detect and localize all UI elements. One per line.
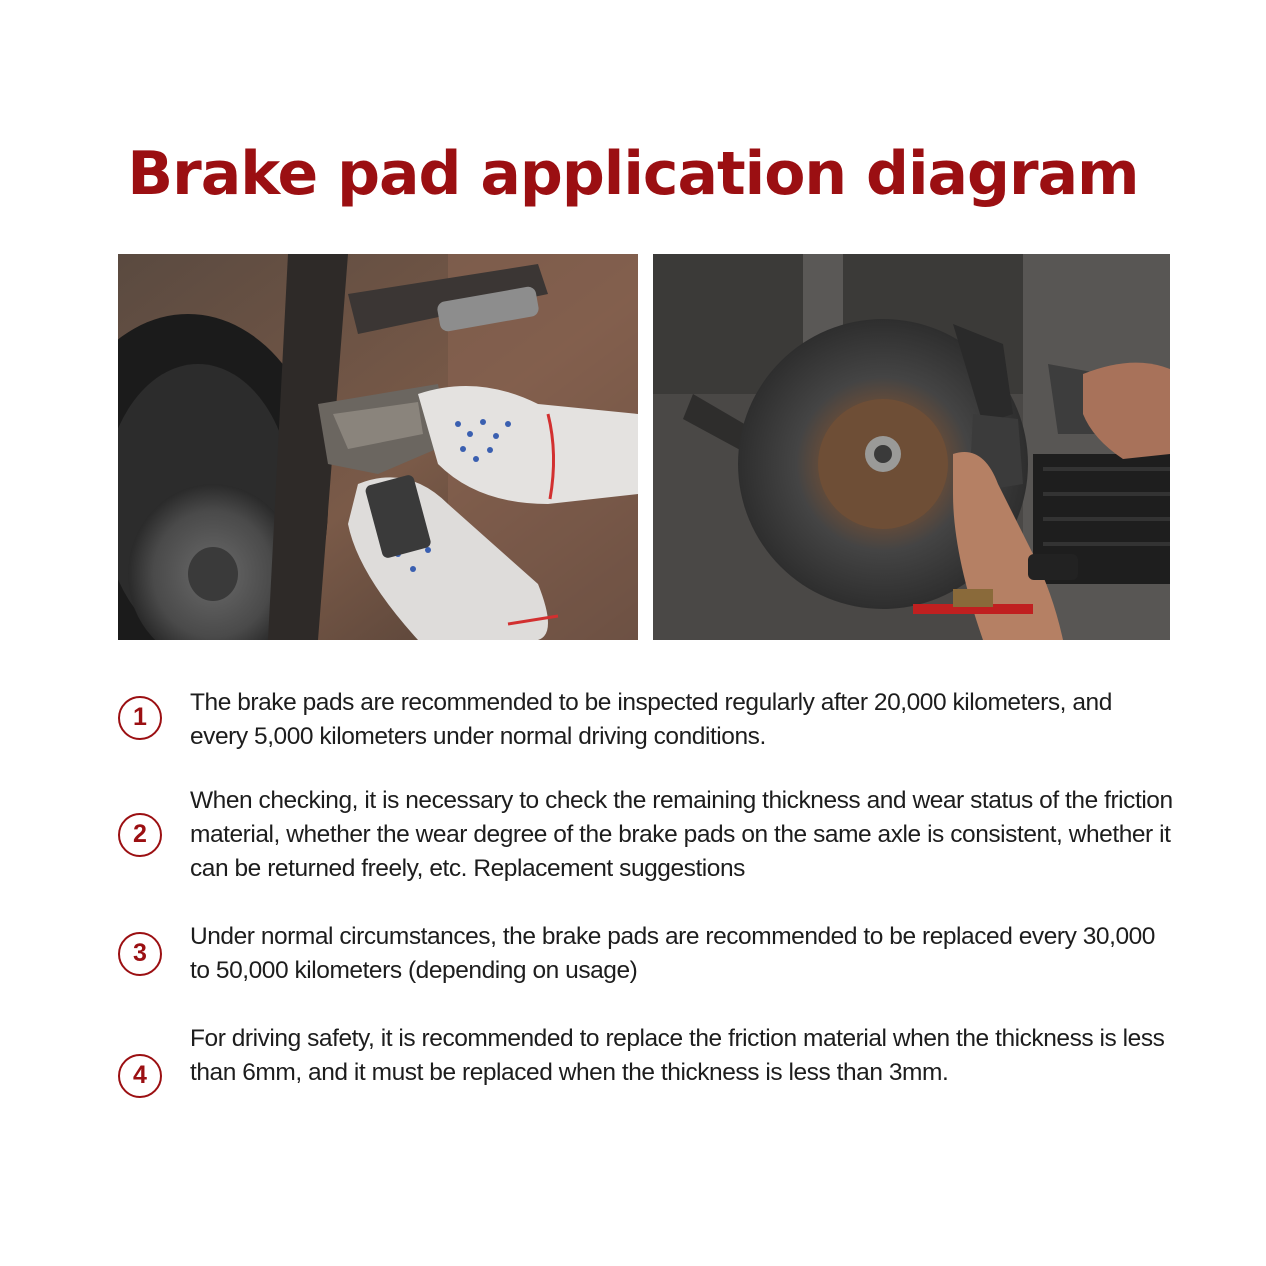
car-brake-disc-photo [653,254,1170,640]
number-badge: 2 [118,813,162,857]
item-text: Under normal circumstances, the brake pads are recommended to be replaced every 30,000 to 50,000 kilometers (depending on usage) [190,923,1155,984]
list-item [118,686,1178,754]
item-text: The brake pads are recommended to be inspected regularly after 20,000 kilometers, and every 5,000 kilometers under normal driving conditions. [190,689,1112,750]
list-item [118,784,1178,886]
list-item [118,1022,1178,1124]
page-title: Brake pad application diagram [127,139,1139,209]
motorcycle-brake-photo [118,254,638,640]
list-item [118,920,1178,988]
item-text: For driving safety, it is recommended to replace the friction material when the thickness is less than 6mm, and it must be replaced when the thickness is less than 3mm. [190,1025,1165,1086]
item-text: When checking, it is necessary to check the remaining thickness and wear status of the friction material, whether the wear degree of the brake pads on the same axle is consistent, whether it can be returned freely, etc. Replacement suggestions [190,787,1173,882]
number-badge: 4 [118,1054,162,1098]
number-badge: 1 [118,696,162,740]
number-badge: 3 [118,932,162,976]
